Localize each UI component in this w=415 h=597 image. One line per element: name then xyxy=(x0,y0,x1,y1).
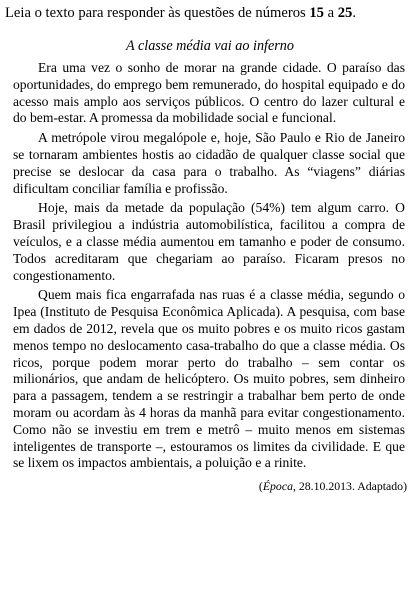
question-number-end: 25 xyxy=(337,5,353,21)
article-paragraph-3: Hoje, mais da metade da população (54%) tem algum carro. O Brasil privilegiou a indústria automobilística, facilitou a compra de veículos, e a classe média aumentou em tamanho e poder de consumo. Todos acreditaram que chegariam ao paraíso. Ficaram presos no congestionamento. xyxy=(13,200,405,283)
article-paragraph-2: A metrópole virou megalópole e, hoje, São Paulo e Rio de Janeiro se tornaram ambientes hostis ao cidadão de qualquer classe social que precise se deslocar da casa para o trabalho. As “viagens” diárias dificultam conciliar família e profissão. xyxy=(13,130,405,196)
article-body xyxy=(5,60,409,472)
article-source xyxy=(5,479,407,493)
article-paragraph-4: Quem mais fica engarrafada nas ruas é a classe média, segundo o Ipea (Instituto de Pesquisa Econômica Aplicada). A pesquisa, com base em dados de 2012, revela que os muito pobres e os muito ricos gastam menos tempo no deslocamento casa-trabalho do que a classe média. Os ricos, porque podem morar perto do trabalho – sem contar os milionários, que andam de helicóptero. Os muito pobres, sem dinheiro para a passagem, tendem a se restringir a trabalhar bem perto de onde moram ou acordam às 4 horas da manhã para evitar congestionamento. Como não se investiu em trem e metrô – muito menos em sistemas inteligentes de transporte –, estouramos os limites da civilidade. E que se lixem os impactos ambientais, a poluição e a rinite. xyxy=(13,287,405,471)
source-details: , 28.10.2013. Adaptado) xyxy=(292,479,407,494)
article-title: A classe média vai ao inferno xyxy=(126,38,294,54)
source-publication: Época xyxy=(262,479,293,494)
instruction-prefix: Leia o texto para responder às questões de números xyxy=(5,5,310,21)
article-paragraph-1: Era uma vez o sonho de morar na grande cidade. O paraíso das oportunidades, do emprego bem remunerado, do hospital equipado e do acesso mais amplo aos serviços públicos. O centro do lazer cultural e do bem-estar. A promessa da mobilidade social e funcional. xyxy=(13,60,405,126)
instruction-connector: a xyxy=(323,5,338,21)
instruction-suffix: . xyxy=(352,5,356,21)
source-open: ( xyxy=(258,479,263,494)
reading-instruction xyxy=(5,4,409,22)
question-number-start: 15 xyxy=(309,5,324,21)
